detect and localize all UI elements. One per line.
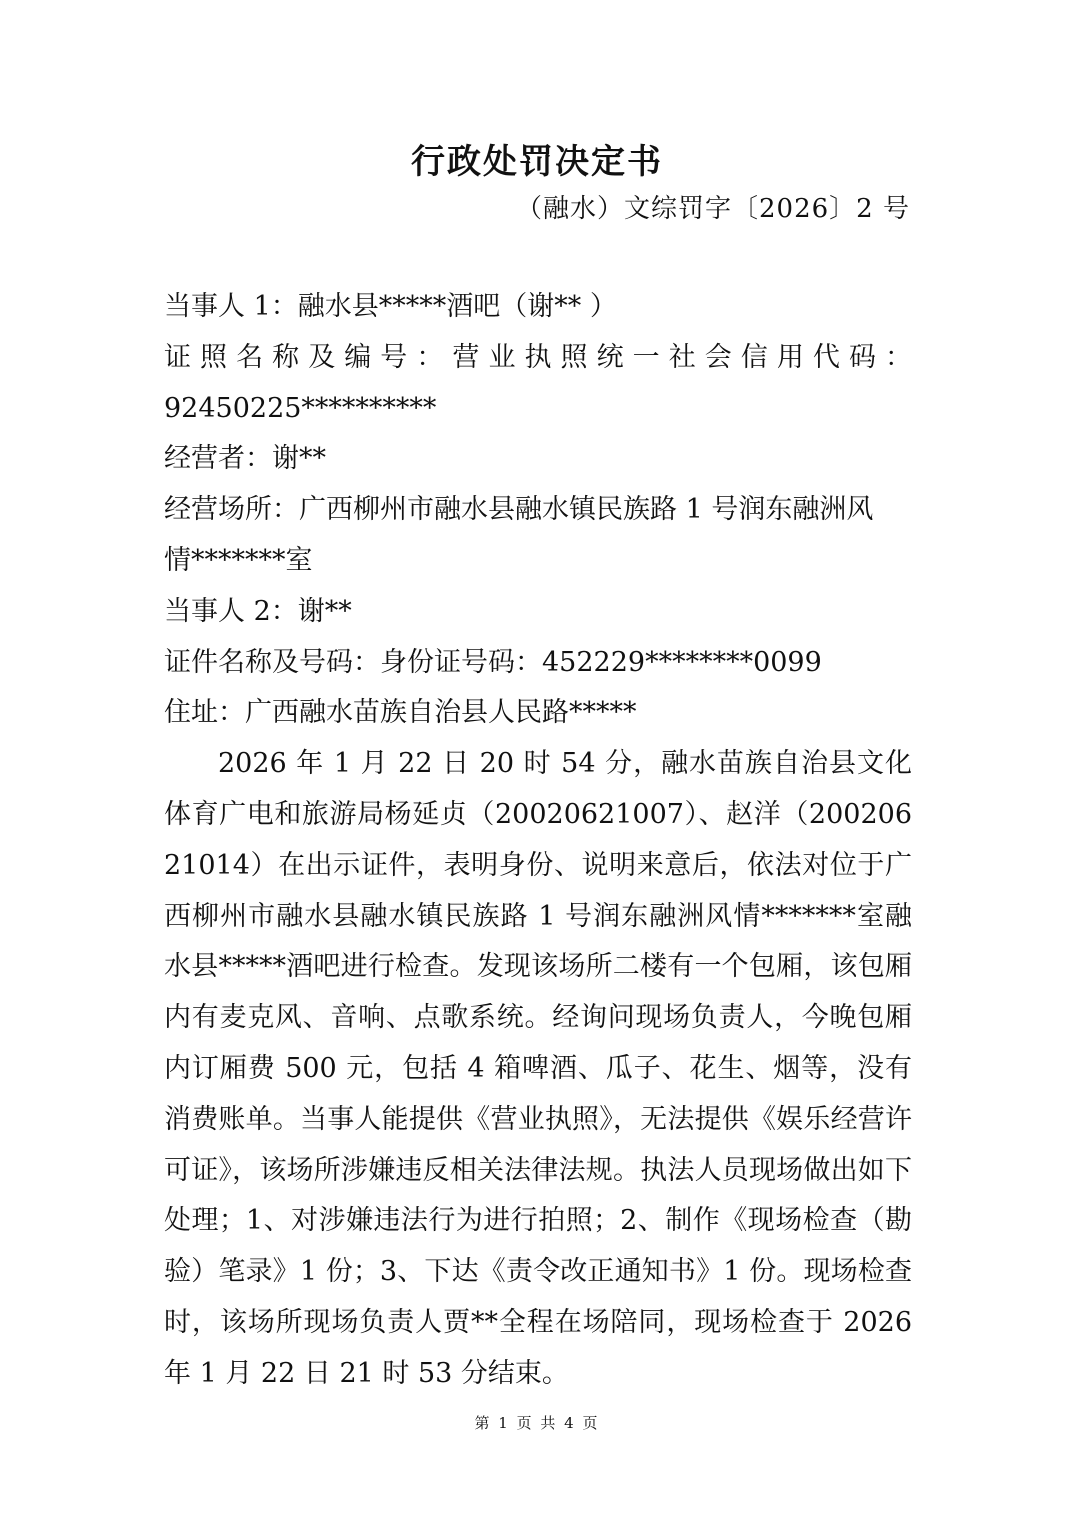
document-body	[164, 282, 912, 1400]
premises-line-1: 经营场所：广西柳州市融水县融水镇民族路 1 号润东融洲风	[164, 494, 874, 526]
premises-line-2: 情*******室	[164, 544, 313, 576]
address-line: 住址：广西融水苗族自治县人民路*****	[164, 697, 637, 729]
document-title: 行政处罚决定书	[411, 142, 663, 182]
party1-line: 当事人 1：融水县*****酒吧（谢** ）	[164, 291, 617, 322]
license-label-line: 证照名称及编号：营业执照统一社会信用代码：	[164, 341, 912, 373]
party2-line: 当事人 2：谢**	[164, 595, 352, 627]
license-code-line: 92450225**********	[164, 392, 437, 424]
operator-line: 经营者：谢**	[164, 443, 326, 475]
document-number: （融水）文综罚字〔2026〕2 号	[516, 194, 910, 224]
id-info-line: 证件名称及号码：身份证号码：452229********0099	[164, 646, 822, 678]
page-indicator: 第 1 页 共 4 页	[474, 1414, 600, 1432]
inspection-paragraph: 2026 年 1 月 22 日 20 时 54 分，融水苗族自治县文化体育广电和旅游局杨延贞（20020621007）、赵洋（20020621014）在出示证件，表明身份、说明来意后，依法对位于广西柳州市融水县融水镇民族路 1 号润东融洲风情*******室融水县*****酒吧进行检查。发现该场所二楼有一个包厢，该包厢内有麦克风、音响、点歌系统。经询问现场负责人，今晚包厢内订厢费 500 元，包括 4 箱啤酒、瓜子、花生、烟等，没有消费账单。当事人能提供《营业执照》，无法提供《娱乐经营许可证》，该场所涉嫌违反相关法律法规。执法人员现场做出如下处理；1、对涉嫌违法行为进行拍照；2、制作《现场检查（勘验）笔录》1 份；3、下达《责令改正通知书》1 份。现场检查时，该场所现场负责人贾**全程在场陪同，现场检查于 2026 年 1 月 22 日 21 时 53 分结束。	[164, 748, 912, 1389]
